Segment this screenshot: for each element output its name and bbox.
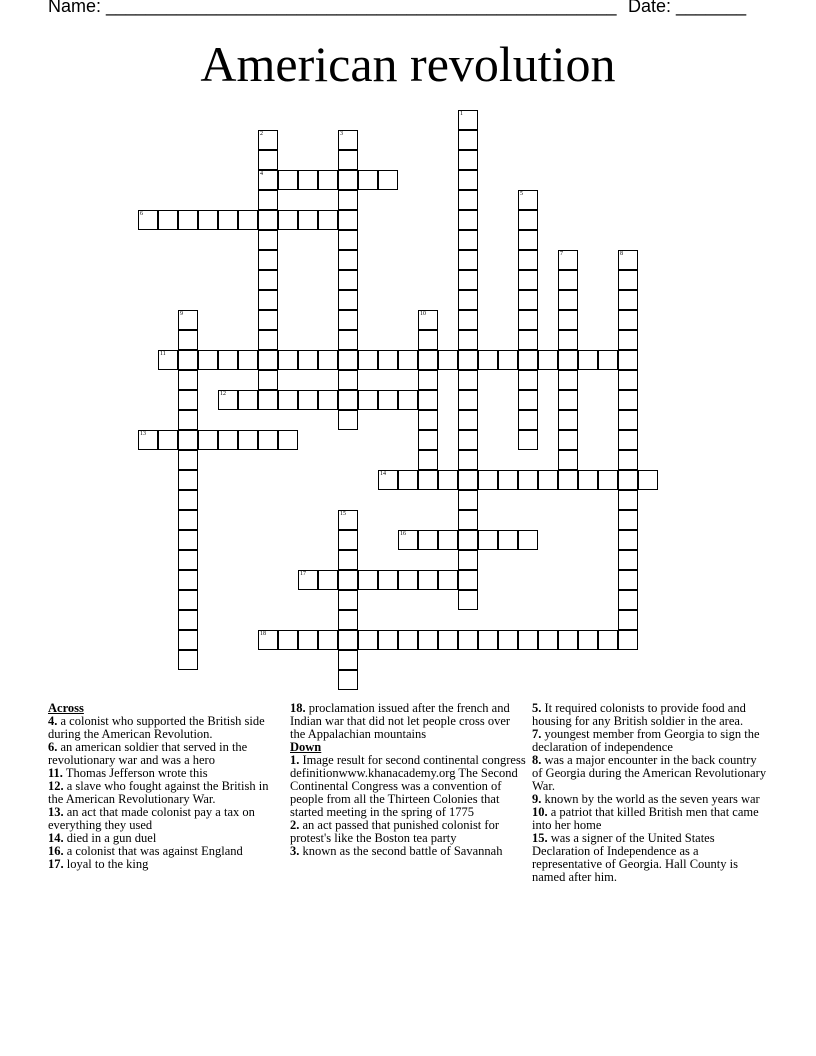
grid-cell[interactable] xyxy=(378,470,398,490)
grid-cell[interactable] xyxy=(258,370,278,390)
clue-num: 10. xyxy=(532,805,548,819)
grid-cell[interactable] xyxy=(358,170,378,190)
grid-cell[interactable] xyxy=(178,490,198,510)
grid-cell[interactable] xyxy=(618,270,638,290)
grid-cell[interactable] xyxy=(178,510,198,530)
grid-cell[interactable] xyxy=(338,170,358,190)
grid-cell[interactable] xyxy=(558,330,578,350)
grid-cell[interactable] xyxy=(458,330,478,350)
clue-text: known by the world as the seven years war xyxy=(541,792,760,806)
grid-cell[interactable] xyxy=(178,410,198,430)
grid-cell[interactable] xyxy=(318,630,338,650)
grid-cell[interactable] xyxy=(458,190,478,210)
grid-cell[interactable] xyxy=(518,410,538,430)
grid-cell[interactable] xyxy=(558,370,578,390)
across-clue xyxy=(48,780,284,806)
grid-cell[interactable] xyxy=(178,570,198,590)
clue-num: 1. xyxy=(290,753,300,767)
grid-cell[interactable] xyxy=(418,330,438,350)
clue-text: loyal to the king xyxy=(63,857,149,871)
grid-cell[interactable] xyxy=(458,410,478,430)
grid-cell[interactable] xyxy=(458,450,478,470)
page-title: American revolution xyxy=(200,36,616,92)
grid-cell[interactable] xyxy=(338,250,358,270)
clue-text: Thomas Jefferson wrote this xyxy=(62,766,208,780)
grid-cell[interactable] xyxy=(338,610,358,630)
grid-cell[interactable] xyxy=(378,390,398,410)
grid-cell[interactable] xyxy=(338,290,358,310)
grid-cell[interactable] xyxy=(518,290,538,310)
grid-cell[interactable] xyxy=(178,550,198,570)
across-clue xyxy=(48,858,284,871)
name-field[interactable]: Name: ___________________________________________________ xyxy=(48,0,617,16)
grid-cell[interactable] xyxy=(538,470,558,490)
grid-cell[interactable] xyxy=(618,610,638,630)
grid-cell[interactable] xyxy=(178,390,198,410)
grid-cell[interactable] xyxy=(178,630,198,650)
grid-cell[interactable] xyxy=(358,350,378,370)
grid-cell[interactable] xyxy=(558,430,578,450)
clue-number: 12 xyxy=(220,391,226,397)
grid-cell[interactable] xyxy=(618,310,638,330)
grid-cell[interactable] xyxy=(238,430,258,450)
grid-cell[interactable] xyxy=(338,330,358,350)
grid-cell[interactable] xyxy=(358,630,378,650)
grid-cell[interactable] xyxy=(398,390,418,410)
clue-text: youngest member from Georgia to sign the declaration of independence xyxy=(532,727,760,754)
grid-cell[interactable] xyxy=(258,130,278,150)
grid-cell[interactable] xyxy=(618,370,638,390)
grid-cell[interactable] xyxy=(418,430,438,450)
down-clue xyxy=(532,806,768,832)
clue-number: 17 xyxy=(300,571,306,577)
clue-number: 7 xyxy=(560,251,563,257)
clue-num: 16. xyxy=(48,844,64,858)
grid-cell[interactable] xyxy=(478,470,498,490)
grid-cell[interactable] xyxy=(558,470,578,490)
grid-cell[interactable] xyxy=(278,170,298,190)
grid-cell[interactable] xyxy=(458,630,478,650)
clue-number: 13 xyxy=(140,431,146,437)
clue-text: a slave who fought against the British in the American Revolutionary War. xyxy=(48,779,269,806)
grid-cell[interactable] xyxy=(178,450,198,470)
grid-cell[interactable] xyxy=(398,570,418,590)
grid-cell[interactable] xyxy=(618,510,638,530)
clues-column-3 xyxy=(532,702,768,884)
grid-cell[interactable] xyxy=(518,630,538,650)
across-clue xyxy=(48,715,284,741)
grid-cell[interactable] xyxy=(618,470,638,490)
grid-cell[interactable] xyxy=(518,330,538,350)
grid-cell[interactable] xyxy=(558,290,578,310)
clue-number: 9 xyxy=(180,311,183,317)
date-field[interactable]: Date: _______ xyxy=(628,0,747,16)
grid-cell[interactable] xyxy=(418,350,438,370)
clues-column-1 xyxy=(48,702,284,871)
grid-cell[interactable] xyxy=(258,350,278,370)
grid-cell[interactable] xyxy=(498,530,518,550)
grid-cell[interactable] xyxy=(418,470,438,490)
grid-cell[interactable] xyxy=(258,630,278,650)
down-clue xyxy=(290,845,526,858)
grid-cell[interactable] xyxy=(618,450,638,470)
grid-cell[interactable] xyxy=(278,390,298,410)
clue-number: 14 xyxy=(380,471,386,477)
grid-cell[interactable] xyxy=(198,430,218,450)
grid-cell[interactable] xyxy=(458,150,478,170)
grid-cell[interactable] xyxy=(258,330,278,350)
clue-num: 5. xyxy=(532,701,542,715)
grid-cell[interactable] xyxy=(338,230,358,250)
clue-number: 16 xyxy=(400,531,406,537)
grid-cell[interactable] xyxy=(398,630,418,650)
clue-number: 4 xyxy=(260,171,263,177)
clue-num: 7. xyxy=(532,727,542,741)
grid-cell[interactable] xyxy=(218,390,238,410)
grid-cell[interactable] xyxy=(178,310,198,330)
grid-cell[interactable] xyxy=(518,250,538,270)
grid-cell[interactable] xyxy=(418,530,438,550)
grid-cell[interactable] xyxy=(298,210,318,230)
grid-cell[interactable] xyxy=(458,250,478,270)
grid-cell[interactable] xyxy=(618,430,638,450)
clue-number: 2 xyxy=(260,131,263,137)
clue-num: 14. xyxy=(48,831,64,845)
grid-cell[interactable] xyxy=(258,310,278,330)
grid-cell[interactable] xyxy=(338,570,358,590)
grid-cell[interactable] xyxy=(618,250,638,270)
clue-text: a colonist that was against England xyxy=(63,844,243,858)
clue-text: an act passed that punished colonist for protest's like the Boston tea party xyxy=(290,818,499,845)
grid-cell[interactable] xyxy=(338,530,358,550)
clue-text: an american soldier that served in the revolutionary war and was a hero xyxy=(48,740,248,767)
clue-text: known as the second battle of Savannah xyxy=(299,844,503,858)
grid-cell[interactable] xyxy=(338,630,358,650)
grid-cell[interactable] xyxy=(178,370,198,390)
grid-cell[interactable] xyxy=(218,430,238,450)
grid-cell[interactable] xyxy=(518,430,538,450)
grid-cell[interactable] xyxy=(258,290,278,310)
clue-number: 18 xyxy=(260,631,266,637)
clue-text: died in a gun duel xyxy=(63,831,157,845)
grid-cell[interactable] xyxy=(458,470,478,490)
grid-cell[interactable] xyxy=(258,270,278,290)
grid-cell[interactable] xyxy=(258,210,278,230)
grid-cell[interactable] xyxy=(138,430,158,450)
grid-cell[interactable] xyxy=(338,510,358,530)
clue-text: a patriot that killed British men that came into her home xyxy=(532,805,759,832)
grid-cell[interactable] xyxy=(318,170,338,190)
clue-num: 3. xyxy=(290,844,300,858)
grid-cell[interactable] xyxy=(598,630,618,650)
grid-cell[interactable] xyxy=(338,210,358,230)
grid-cell[interactable] xyxy=(518,190,538,210)
grid-cell[interactable] xyxy=(438,530,458,550)
grid-cell[interactable] xyxy=(358,390,378,410)
grid-cell[interactable] xyxy=(458,570,478,590)
clue-number: 3 xyxy=(340,131,343,137)
grid-cell[interactable] xyxy=(458,430,478,450)
grid-cell[interactable] xyxy=(458,370,478,390)
down-clue xyxy=(532,832,768,884)
grid-cell[interactable] xyxy=(178,530,198,550)
grid-cell[interactable] xyxy=(338,150,358,170)
down-heading: Down xyxy=(290,740,322,754)
grid-cell[interactable] xyxy=(538,630,558,650)
grid-cell[interactable] xyxy=(558,350,578,370)
grid-cell[interactable] xyxy=(458,350,478,370)
grid-cell[interactable] xyxy=(618,490,638,510)
grid-cell[interactable] xyxy=(278,210,298,230)
grid-cell[interactable] xyxy=(158,210,178,230)
grid-cell[interactable] xyxy=(298,630,318,650)
grid-cell[interactable] xyxy=(458,230,478,250)
grid-cell[interactable] xyxy=(318,210,338,230)
grid-cell[interactable] xyxy=(498,470,518,490)
grid-cell[interactable] xyxy=(298,390,318,410)
grid-cell[interactable] xyxy=(598,470,618,490)
grid-cell[interactable] xyxy=(518,270,538,290)
grid-cell[interactable] xyxy=(578,630,598,650)
clue-num: 17. xyxy=(48,857,64,871)
clue-num: 8. xyxy=(532,753,542,767)
grid-cell[interactable] xyxy=(258,150,278,170)
grid-cell[interactable] xyxy=(558,630,578,650)
grid-cell[interactable] xyxy=(238,210,258,230)
grid-cell[interactable] xyxy=(198,350,218,370)
grid-cell[interactable] xyxy=(618,330,638,350)
grid-cell[interactable] xyxy=(458,510,478,530)
grid-cell[interactable] xyxy=(338,270,358,290)
grid-cell[interactable] xyxy=(518,350,538,370)
clues-column-2 xyxy=(290,702,526,858)
grid-cell[interactable] xyxy=(258,430,278,450)
clue-num: 6. xyxy=(48,740,58,754)
grid-cell[interactable] xyxy=(458,310,478,330)
grid-cell[interactable] xyxy=(558,390,578,410)
grid-cell[interactable] xyxy=(278,350,298,370)
grid-cell[interactable] xyxy=(478,630,498,650)
grid-cell[interactable] xyxy=(338,670,358,690)
clue-num: 15. xyxy=(532,831,548,845)
grid-cell[interactable] xyxy=(338,650,358,670)
down-clue xyxy=(290,819,526,845)
grid-cell[interactable] xyxy=(258,170,278,190)
grid-cell[interactable] xyxy=(578,470,598,490)
clue-number: 11 xyxy=(160,351,166,357)
grid-cell[interactable] xyxy=(418,410,438,430)
grid-cell[interactable] xyxy=(518,310,538,330)
grid-cell[interactable] xyxy=(378,350,398,370)
grid-cell[interactable] xyxy=(178,590,198,610)
grid-cell[interactable] xyxy=(278,630,298,650)
grid-cell[interactable] xyxy=(478,350,498,370)
clue-text: proclamation issued after the french and Indian war that did not let people cross over the Appalachian mountains xyxy=(290,701,511,741)
grid-cell[interactable] xyxy=(498,350,518,370)
grid-cell[interactable] xyxy=(618,350,638,370)
grid-cell[interactable] xyxy=(418,570,438,590)
clue-num: 9. xyxy=(532,792,542,806)
grid-cell[interactable] xyxy=(178,210,198,230)
grid-cell[interactable] xyxy=(438,570,458,590)
grid-cell[interactable] xyxy=(298,350,318,370)
grid-cell[interactable] xyxy=(198,210,218,230)
grid-cell[interactable] xyxy=(458,390,478,410)
grid-cell[interactable] xyxy=(558,270,578,290)
grid-cell[interactable] xyxy=(558,450,578,470)
grid-cell[interactable] xyxy=(458,290,478,310)
grid-cell[interactable] xyxy=(338,310,358,330)
clue-text: an act that made colonist pay a tax on everything they used xyxy=(48,805,255,832)
grid-cell[interactable] xyxy=(278,430,298,450)
grid-cell[interactable] xyxy=(458,590,478,610)
grid-cell[interactable] xyxy=(518,370,538,390)
grid-cell[interactable] xyxy=(458,170,478,190)
grid-cell[interactable] xyxy=(358,570,378,590)
clue-number: 10 xyxy=(420,311,426,317)
grid-cell[interactable] xyxy=(178,430,198,450)
grid-cell[interactable] xyxy=(338,390,358,410)
grid-cell[interactable] xyxy=(318,570,338,590)
down-clue xyxy=(532,728,768,754)
clue-num: 4. xyxy=(48,714,58,728)
across-clue xyxy=(290,702,526,741)
grid-cell[interactable] xyxy=(338,370,358,390)
grid-cell[interactable] xyxy=(178,330,198,350)
down-clue xyxy=(532,702,768,728)
grid-cell[interactable] xyxy=(618,590,638,610)
grid-cell[interactable] xyxy=(218,350,238,370)
down-clue xyxy=(532,754,768,793)
grid-cell[interactable] xyxy=(598,350,618,370)
clue-text: It required colonists to provide food and housing for any British soldier in the area. xyxy=(532,701,746,728)
grid-cell[interactable] xyxy=(238,350,258,370)
clue-number: 1 xyxy=(460,111,463,117)
grid-cell[interactable] xyxy=(338,130,358,150)
clue-text: a colonist who supported the British side during the American Revolution. xyxy=(48,714,265,741)
across-heading: Across xyxy=(48,701,84,715)
grid-cell[interactable] xyxy=(158,350,178,370)
grid-cell[interactable] xyxy=(178,650,198,670)
grid-cell[interactable] xyxy=(418,630,438,650)
grid-cell[interactable] xyxy=(338,190,358,210)
clue-num: 13. xyxy=(48,805,64,819)
grid-cell[interactable] xyxy=(458,490,478,510)
grid-cell[interactable] xyxy=(378,570,398,590)
grid-cell[interactable] xyxy=(338,410,358,430)
grid-cell[interactable] xyxy=(418,390,438,410)
grid-cell[interactable] xyxy=(558,310,578,330)
grid-cell[interactable] xyxy=(618,550,638,570)
across-clue xyxy=(48,806,284,832)
grid-cell[interactable] xyxy=(158,430,178,450)
clue-number: 8 xyxy=(620,251,623,257)
grid-cell[interactable] xyxy=(398,350,418,370)
grid-cell[interactable] xyxy=(138,210,158,230)
grid-cell[interactable] xyxy=(438,630,458,650)
grid-cell[interactable] xyxy=(338,590,358,610)
grid-cell[interactable] xyxy=(218,210,238,230)
grid-cell[interactable] xyxy=(618,630,638,650)
grid-cell[interactable] xyxy=(618,570,638,590)
grid-cell[interactable] xyxy=(178,350,198,370)
clue-number: 6 xyxy=(140,211,143,217)
grid-cell[interactable] xyxy=(458,270,478,290)
grid-cell[interactable] xyxy=(178,470,198,490)
grid-cell[interactable] xyxy=(498,630,518,650)
grid-cell[interactable] xyxy=(338,350,358,370)
grid-cell[interactable] xyxy=(258,230,278,250)
grid-cell[interactable] xyxy=(558,250,578,270)
clue-text: Image result for second continental congress definitionwww.khanacademy.org The Second Continental Congress was a convention of people from all the Thirteen Colonies that started meeting in the spring of 1775 xyxy=(290,753,526,819)
grid-cell[interactable] xyxy=(618,410,638,430)
grid-cell[interactable] xyxy=(618,530,638,550)
grid-cell[interactable] xyxy=(578,350,598,370)
grid-cell[interactable] xyxy=(378,630,398,650)
grid-cell[interactable] xyxy=(458,530,478,550)
grid-cell[interactable] xyxy=(398,470,418,490)
grid-cell[interactable] xyxy=(418,370,438,390)
clue-num: 2. xyxy=(290,818,300,832)
clue-number: 5 xyxy=(520,191,523,197)
grid-cell[interactable] xyxy=(518,530,538,550)
grid-cell[interactable] xyxy=(298,570,318,590)
grid-cell[interactable] xyxy=(518,230,538,250)
clue-num: 12. xyxy=(48,779,64,793)
grid-cell[interactable] xyxy=(518,470,538,490)
grid-cell[interactable] xyxy=(398,530,418,550)
grid-cell[interactable] xyxy=(438,470,458,490)
grid-cell[interactable] xyxy=(558,410,578,430)
grid-cell[interactable] xyxy=(538,350,558,370)
across-clue xyxy=(48,741,284,767)
grid-cell[interactable] xyxy=(618,290,638,310)
grid-cell[interactable] xyxy=(258,390,278,410)
grid-cell[interactable] xyxy=(318,390,338,410)
grid-cell[interactable] xyxy=(438,350,458,370)
grid-cell[interactable] xyxy=(418,450,438,470)
grid-cell[interactable] xyxy=(618,390,638,410)
grid-cell[interactable] xyxy=(518,210,538,230)
grid-cell[interactable] xyxy=(258,250,278,270)
clue-text: was a major encounter in the back country of Georgia during the American Revolutionary War. xyxy=(532,753,767,793)
grid-cell[interactable] xyxy=(178,610,198,630)
grid-cell[interactable] xyxy=(518,390,538,410)
clue-number: 15 xyxy=(340,511,346,517)
grid-cell[interactable] xyxy=(458,130,478,150)
grid-cell[interactable] xyxy=(458,210,478,230)
down-clue xyxy=(290,754,526,819)
grid-cell[interactable] xyxy=(418,310,438,330)
grid-cell[interactable] xyxy=(378,170,398,190)
grid-cell[interactable] xyxy=(458,550,478,570)
clue-num: 11. xyxy=(48,766,63,780)
grid-cell[interactable] xyxy=(298,170,318,190)
grid-cell[interactable] xyxy=(638,470,658,490)
clue-text: was a signer of the United States Declaration of Independence as a representative of Georgia. Hall County is named after him. xyxy=(532,831,738,884)
grid-cell[interactable] xyxy=(478,530,498,550)
grid-cell[interactable] xyxy=(258,190,278,210)
grid-cell[interactable] xyxy=(238,390,258,410)
grid-cell[interactable] xyxy=(338,550,358,570)
grid-cell[interactable] xyxy=(458,110,478,130)
clue-num: 18. xyxy=(290,701,306,715)
grid-cell[interactable] xyxy=(318,350,338,370)
